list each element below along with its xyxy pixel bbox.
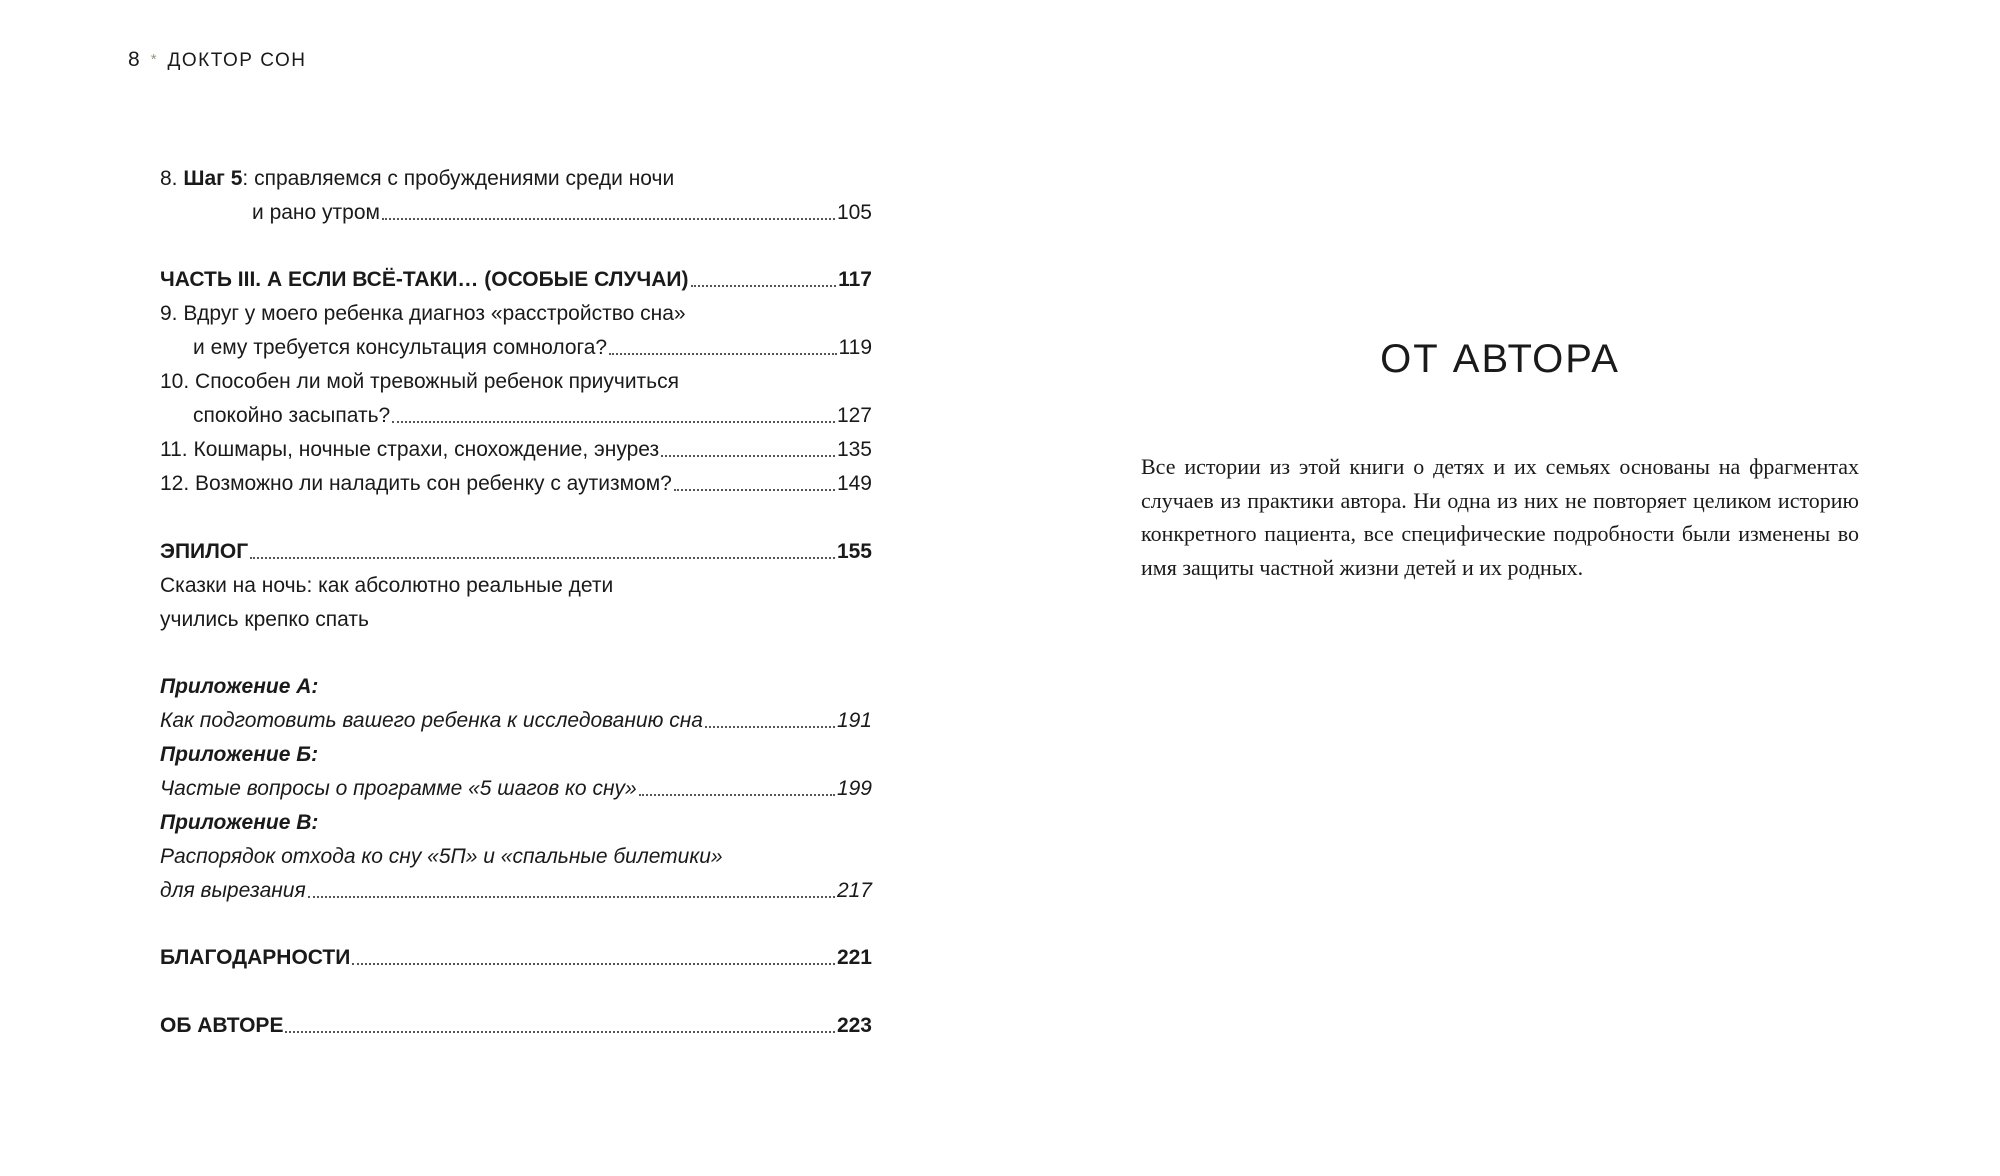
leader-dots <box>382 218 835 220</box>
toc-entry-title: ЧАСТЬ III. А ЕСЛИ ВСЁ-ТАКИ… (ОСОБЫЕ СЛУЧАИ) <box>160 268 689 291</box>
toc-page-number: 135 <box>836 438 872 461</box>
toc-entry-ch9-cont <box>160 327 872 361</box>
toc-entry-step5-cont <box>160 192 872 226</box>
toc-entry-epilogue <box>160 531 872 565</box>
toc-entry-step-label: Шаг 5 <box>183 167 243 190</box>
toc-entry-title: ОБ АВТОРЕ <box>160 1014 284 1037</box>
toc-page-number: 155 <box>836 540 872 563</box>
toc-entry-ch11 <box>160 429 872 463</box>
toc-entry-title: Распорядок отхода ко сну «5П» и «спальные билетики» <box>160 845 723 868</box>
toc-page-number: 127 <box>836 404 872 427</box>
running-title: ДОКТОР СОН <box>167 50 307 71</box>
toc-entry-title: и рано утром <box>252 201 380 224</box>
toc-entry-title: Как подготовить вашего ребенка к исследованию сна <box>160 709 703 732</box>
author-note-title: ОТ АВТОРА <box>1380 336 1620 381</box>
toc-entry-title: 10. Способен ли мой тревожный ребенок приучиться <box>160 370 679 393</box>
toc-entry-title: 11. Кошмары, ночные страхи, снохождение, энурез <box>160 438 660 461</box>
toc-page-number: 119 <box>838 336 872 359</box>
toc-page-number: 117 <box>838 268 872 291</box>
toc-entry-title: и ему требуется консультация сомнолога? <box>193 336 608 359</box>
leader-dots <box>674 489 835 491</box>
toc-page-number: 191 <box>836 709 872 732</box>
toc-entry-appendix-a <box>160 700 872 734</box>
toc-entry-title: для вырезания <box>160 879 306 902</box>
star-ornament-icon: * <box>150 51 158 68</box>
leader-dots <box>661 455 835 457</box>
toc-page-number: 223 <box>836 1014 872 1037</box>
leader-dots <box>352 963 835 965</box>
toc-page-number: 105 <box>836 201 872 224</box>
toc-entry-ch9 <box>160 293 872 327</box>
toc-entry-appendix-c-cont <box>160 870 872 904</box>
leader-dots <box>691 285 837 287</box>
leader-dots <box>639 794 835 796</box>
toc-entry-title: Приложение А: <box>160 675 319 698</box>
toc-entry-tales <box>160 565 872 599</box>
toc-entry-step5 <box>160 158 872 192</box>
table-of-contents <box>0 0 900 1176</box>
toc-appendix-b-heading <box>160 734 872 768</box>
toc-entry-title: 9. Вдруг у моего ребенка диагноз «расстройство сна» <box>160 302 686 325</box>
leader-dots <box>609 353 836 355</box>
toc-entry-title: учились крепко спать <box>160 608 369 631</box>
toc-appendix-c-heading <box>160 802 872 836</box>
leader-dots <box>705 726 835 728</box>
toc-entry-appendix-c <box>160 836 872 870</box>
leader-dots <box>285 1031 835 1033</box>
toc-page-number: 217 <box>836 879 872 902</box>
toc-entry-ch10-cont <box>160 395 872 429</box>
toc-entry-title: Сказки на ночь: как абсолютно реальные дети <box>160 574 614 597</box>
toc-page-number: 149 <box>836 472 872 495</box>
leader-dots <box>392 421 835 423</box>
toc-entry-title: Приложение Б: <box>160 743 319 766</box>
toc-entry-title: спокойно засыпать? <box>193 404 391 427</box>
toc-entry-appendix-b <box>160 768 872 802</box>
toc-entry-title: БЛАГОДАРНОСТИ <box>160 946 351 969</box>
toc-entry-ch12 <box>160 463 872 497</box>
page-number: 8 <box>128 48 141 71</box>
author-note-body: Все истории из этой книги о детях и их семьях основаны на фрагментах случаев из практики автора. Ни одна из них не повторяет целиком историю конкретного пациента, все специфические подробности были изменены во имя защиты частной жизни детей и их родных. <box>1141 454 1859 580</box>
toc-entry-title: : справляемся с пробуждениями среди ночи <box>242 167 675 190</box>
toc-entry-acknowledgements <box>160 937 872 971</box>
leader-dots <box>250 557 835 559</box>
toc-entry-title: 12. Возможно ли наладить сон ребенку с аутизмом? <box>160 472 672 495</box>
toc-entry-part3 <box>160 259 872 293</box>
toc-entry-number: 8. <box>160 167 184 190</box>
toc-page-number: 221 <box>836 946 872 969</box>
toc-page-number: 199 <box>836 777 872 800</box>
toc-entry-tales-cont <box>160 599 872 633</box>
toc-entry-ch10 <box>160 361 872 395</box>
toc-entry-title: ЭПИЛОГ <box>160 540 249 563</box>
toc-appendix-a-heading <box>160 666 872 700</box>
toc-entry-title: Приложение В: <box>160 811 319 834</box>
toc-entry-about-author <box>160 1005 872 1039</box>
toc-entry-title: Частые вопросы о программе «5 шагов ко сну» <box>160 777 637 800</box>
leader-dots <box>308 896 835 898</box>
